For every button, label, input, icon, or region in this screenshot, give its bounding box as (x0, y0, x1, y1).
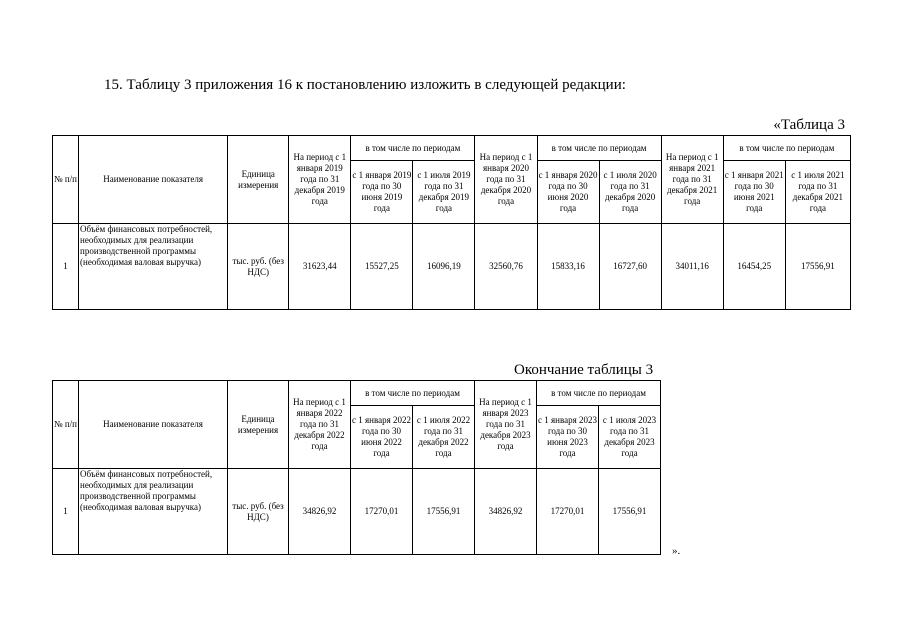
col-header-2020-h2: с 1 июля 2020 года по 31 декабря 2020 года (599, 161, 661, 224)
table-row (53, 469, 661, 555)
table-3-caption: «Таблица 3 (773, 117, 845, 133)
value-2020: 32560,76 (475, 224, 537, 310)
row-number: 1 (53, 224, 79, 310)
col-header-2023: На период с 1 января 2023 года по 31 декабря 2023 года (475, 381, 537, 469)
col-header-2020: На период с 1 января 2020 года по 31 декабря 2020 года (475, 136, 537, 224)
col-header-including-2022: в том числе по периодам (351, 381, 475, 406)
col-header-2022: На период с 1 января 2022 года по 31 декабря 2022 года (289, 381, 351, 469)
value-2021-h2: 17556,91 (785, 224, 850, 310)
col-header-name: Наименование показателя (79, 381, 228, 469)
col-header-including-2020: в том числе по периодам (537, 136, 661, 161)
col-header-unit: Единица измерения (228, 136, 289, 224)
table-3-end (52, 380, 661, 555)
value-2021-h1: 16454,25 (723, 224, 785, 310)
table-row (53, 224, 851, 310)
amendment-heading: 15. Таблицу 3 приложения 16 к постановлению изложить в следующей редакции: (104, 77, 626, 93)
col-header-including-2019: в том числе по периодам (351, 136, 475, 161)
value-2020-h2: 16727,60 (599, 224, 661, 310)
col-header-including-2023: в том числе по периодам (537, 381, 661, 406)
table-3 (52, 135, 851, 310)
col-header-2021: На период с 1 января 2021 года по 31 декабря 2021 года (661, 136, 723, 224)
value-2022-h2: 17556,91 (413, 469, 475, 555)
value-2019-h2: 16096,19 (413, 224, 475, 310)
col-header-2019-h1: с 1 января 2019 года по 30 июня 2019 года (351, 161, 413, 224)
col-header-2023-h2: с 1 июля 2023 года по 31 декабря 2023 года (599, 406, 661, 469)
row-indicator-name: Объём финансовых потребностей, необходимых для реализации производственной программы (необходимая валовая выручка) (79, 469, 228, 555)
col-header-2021-h1: с 1 января 2021 года по 30 июня 2021 года (723, 161, 785, 224)
table-3-end-caption: Окончание таблицы 3 (514, 362, 654, 378)
col-header-unit: Единица измерения (228, 381, 289, 469)
row-indicator-name: Объём финансовых потребностей, необходимых для реализации производственной программы (необходимая валовая выручка) (79, 224, 228, 310)
value-2022-h1: 17270,01 (351, 469, 413, 555)
col-header-including-2021: в том числе по периодам (723, 136, 850, 161)
closing-quote: ». (672, 545, 681, 557)
col-header-name: Наименование показателя (79, 136, 228, 224)
value-2019-h1: 15527,25 (351, 224, 413, 310)
col-header-2019: На период с 1 января 2019 года по 31 декабря 2019 года (289, 136, 351, 224)
col-header-no: № п/п (53, 381, 79, 469)
value-2023-h2: 17556,91 (599, 469, 661, 555)
col-header-2022-h2: с 1 июля 2022 года по 31 декабря 2022 года (413, 406, 475, 469)
header-row (53, 381, 661, 406)
row-number: 1 (53, 469, 79, 555)
col-header-2023-h1: с 1 января 2023 года по 30 июня 2023 года (537, 406, 599, 469)
value-2023: 34826,92 (475, 469, 537, 555)
value-2022: 34826,92 (289, 469, 351, 555)
col-header-2020-h1: с 1 января 2020 года по 30 июня 2020 года (537, 161, 599, 224)
col-header-2021-h2: с 1 июля 2021 года по 31 декабря 2021 года (785, 161, 850, 224)
value-2021: 34011,16 (661, 224, 723, 310)
col-header-no: № п/п (53, 136, 79, 224)
value-2020-h1: 15833,16 (537, 224, 599, 310)
value-2023-h1: 17270,01 (537, 469, 599, 555)
value-2019: 31623,44 (289, 224, 351, 310)
row-unit: тыс. руб. (без НДС) (228, 224, 289, 310)
col-header-2019-h2: с 1 июля 2019 года по 31 декабря 2019 года (413, 161, 475, 224)
col-header-2022-h1: с 1 января 2022 года по 30 июня 2022 года (351, 406, 413, 469)
header-row (53, 136, 851, 161)
row-unit: тыс. руб. (без НДС) (228, 469, 289, 555)
